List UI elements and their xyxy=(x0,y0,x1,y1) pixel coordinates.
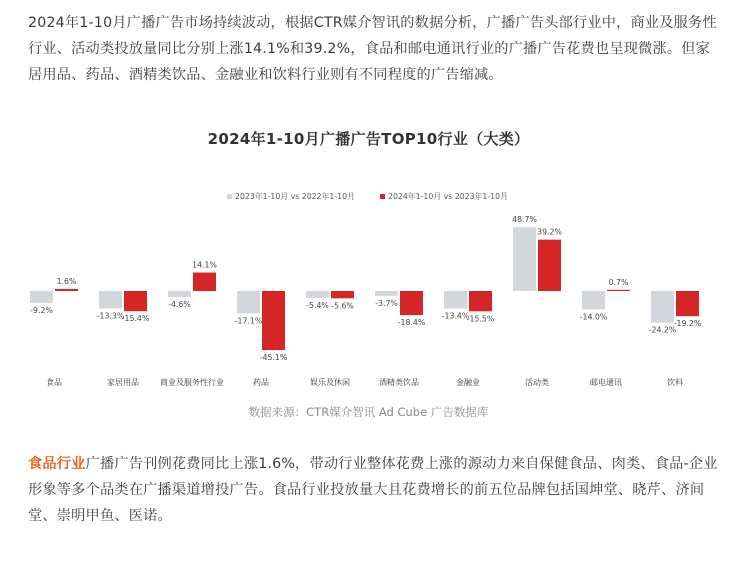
bar-2-8 xyxy=(538,240,561,291)
bar-2-7 xyxy=(469,291,492,311)
category-label-2: 家居用品 xyxy=(107,378,139,387)
data-label-2-10: -19.2% xyxy=(673,319,702,329)
data-label-1-9: -14.0% xyxy=(579,312,608,322)
bar-2-3 xyxy=(193,273,216,291)
data-label-2-5: -5.6% xyxy=(331,301,354,311)
bar-1-3 xyxy=(168,291,191,297)
legend-label-2: 2024年1-10月 vs 2023年1-10月 xyxy=(388,192,508,201)
category-label-8: 活动类 xyxy=(525,378,549,387)
data-label-2-3: 14.1% xyxy=(192,260,217,270)
category-label-10: 饮料 xyxy=(667,378,683,387)
data-label-1-1: -9.2% xyxy=(30,306,53,316)
intro-paragraph: 2024年1-10月广播广告市场持续波动，根据CTR媒介智讯的数据分析，广播广告头部行业中，商业及服务性行业、活动类投放量同比分别上涨14.1%和39.2%，食品和邮电通讯行业的广播广告花费也呈现微涨。但家居用品、药品、酒精类饮品、金融业和饮料行业则有不同程度的广告缩减。 xyxy=(28,15,717,83)
data-label-2-8: 39.2% xyxy=(537,227,562,237)
data-label-1-6: -3.7% xyxy=(375,298,398,308)
food-industry-paragraph xyxy=(28,451,718,529)
data-label-1-10: -24.2% xyxy=(648,325,677,335)
bar-2-5 xyxy=(331,291,354,298)
bar-1-8 xyxy=(513,227,536,291)
legend-label-1: 2023年1-10月 vs 2022年1-10月 xyxy=(235,192,355,201)
category-label-5: 娱乐及休闲 xyxy=(310,378,350,387)
bar-1-4 xyxy=(237,291,260,313)
bar-2-6 xyxy=(400,291,423,315)
bar-2-9 xyxy=(607,290,630,291)
bar-1-10 xyxy=(651,291,674,323)
data-label-2-4: -45.1% xyxy=(259,353,288,363)
data-label-2-6: -18.4% xyxy=(397,318,426,328)
bar-2-10 xyxy=(676,291,699,316)
category-label-7: 金融业 xyxy=(456,378,480,387)
bar-1-1 xyxy=(30,291,53,303)
bar-1-7 xyxy=(444,291,467,309)
data-label-1-7: -13.4% xyxy=(441,311,470,321)
data-label-2-7: -15.5% xyxy=(466,314,495,324)
food-industry-highlight: 食品行业 xyxy=(28,456,86,472)
chart-canvas xyxy=(0,170,737,400)
category-label-6: 酒精类饮品 xyxy=(379,378,419,387)
data-label-1-3: -4.6% xyxy=(168,300,191,310)
bar-2-1 xyxy=(55,289,78,291)
food-industry-text: 广播广告刊例花费同比上涨1.6%，带动行业整体花费上涨的源动力来自保健食品、肉类、食品-企业形象等多个品类在广播渠道增投广告。食品行业投放量大且花费增长的前五位品牌包括国坤堂、晓芹、济间堂、崇明甲鱼、医诺。 xyxy=(28,456,718,524)
data-label-1-2: -13.3% xyxy=(96,311,125,321)
bar-1-6 xyxy=(375,291,398,296)
data-label-2-1: 1.6% xyxy=(56,276,77,286)
legend-swatch-2 xyxy=(380,194,385,199)
legend-swatch-1 xyxy=(227,194,232,199)
chart-source: 数据来源：CTR媒介智讯 Ad Cube 广告数据库 xyxy=(248,405,489,419)
category-label-1: 食品 xyxy=(46,378,62,387)
bar-1-9 xyxy=(582,291,605,309)
bar-chart xyxy=(0,170,737,420)
bar-1-5 xyxy=(306,291,329,298)
category-label-9: 邮电通讯 xyxy=(590,378,622,387)
data-label-2-9: 0.7% xyxy=(608,277,629,287)
data-label-1-4: -17.1% xyxy=(234,316,263,326)
bar-2-4 xyxy=(262,291,285,350)
category-label-3: 商业及服务性行业 xyxy=(160,378,224,387)
bar-1-2 xyxy=(99,291,122,308)
data-label-1-8: 48.7% xyxy=(512,215,537,225)
data-label-2-2: -15.4% xyxy=(121,314,150,324)
bar-2-2 xyxy=(124,291,147,311)
data-label-1-5: -5.4% xyxy=(306,301,329,311)
category-label-4: 药品 xyxy=(253,378,269,387)
chart-title: 2024年1-10月广播广告TOP10行业（大类） xyxy=(207,130,530,148)
